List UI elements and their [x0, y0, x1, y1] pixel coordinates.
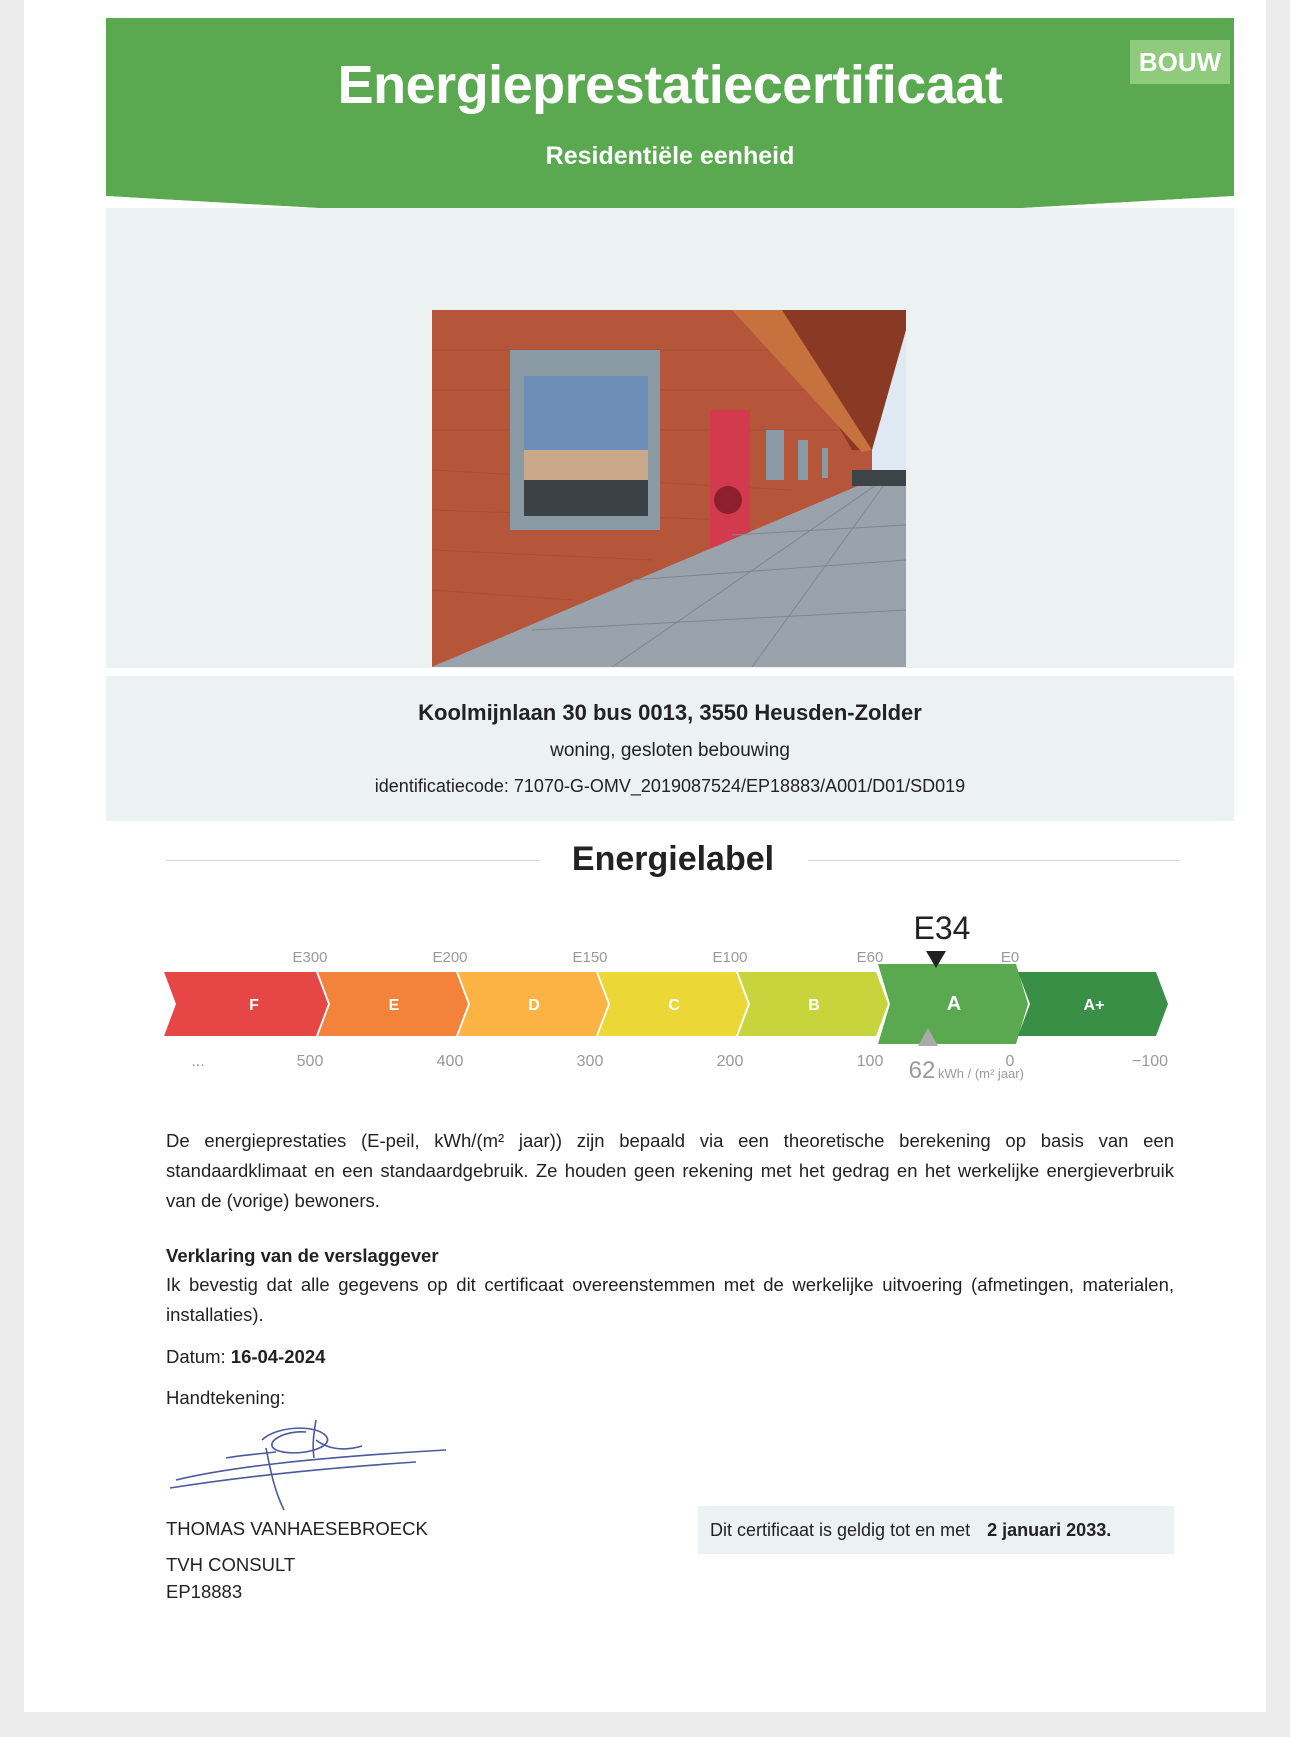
building-type: woning, gesloten bebouwing — [550, 740, 790, 761]
validity-text: Dit certificaat is geldig tot en met — [710, 1520, 971, 1540]
certificate-page — [24, 0, 1266, 1712]
handwritten-signature — [166, 1418, 456, 1518]
certificate-title: Energieprestatiecertificaat — [337, 55, 1003, 115]
signer-name: THOMAS VANHAESEBROECK — [166, 1518, 428, 1539]
validity-box — [698, 1506, 1174, 1554]
scale-bottom-tick: ... — [191, 1053, 205, 1070]
energy-class-label: F — [249, 997, 259, 1014]
date-value: 16-04-2024 — [230, 1346, 326, 1367]
energy-class-label: C — [668, 997, 680, 1014]
bouw-badge: BOUW — [1130, 40, 1230, 84]
kwh-unit: kWh / (m² jaar) — [938, 1066, 1024, 1081]
kwh-value: 62 — [908, 1057, 936, 1084]
address-line: Koolmijnlaan 30 bus 0013, 3550 Heusden-Zolder — [418, 700, 922, 725]
scale-bottom-tick: 0 — [1005, 1053, 1015, 1070]
building-photo — [432, 310, 906, 667]
scale-top-tick: E200 — [432, 949, 468, 966]
energy-class-label: E — [388, 997, 400, 1014]
energy-class-label: A+ — [1083, 997, 1105, 1014]
date-row — [166, 1342, 1174, 1372]
declaration-text: Ik bevestig dat alle gegevens op dit certificaat overeenstemmen met de werkelijke uitvoering (afmetingen, materialen, installaties). — [166, 1274, 1174, 1325]
signature-label: Handtekening: — [166, 1387, 286, 1408]
scale-top-tick: E60 — [856, 949, 884, 966]
energielabel-heading — [166, 840, 1180, 880]
scale-bottom-tick: −100 — [1131, 1053, 1169, 1070]
validity-date: 2 januari 2033. — [987, 1520, 1112, 1540]
declaration-title: Verklaring van de verslaggever — [166, 1245, 439, 1266]
energy-class-f-arrow — [164, 972, 328, 1036]
scale-bottom-tick: 400 — [436, 1053, 464, 1070]
energy-class-label: A — [946, 993, 962, 1015]
explanation-paragraph: De energieprestaties (E-peil, kWh/(m² jaar)) zijn bepaald via een theoretische berekening op basis van een standaardklimaat en een standaardgebruik. Ze houden geen rekening met het gedrag en het werkelijke energieverbruik van de (vorige) bewoners. — [166, 1130, 1174, 1211]
scale-top-tick: E150 — [572, 949, 608, 966]
certificate-subtitle: Residentiële eenheid — [545, 142, 795, 170]
signer-ep-number: EP18883 — [166, 1581, 243, 1602]
energy-class-label: D — [528, 997, 540, 1014]
energielabel-title: Energielabel — [571, 840, 775, 878]
signer-company: TVH CONSULT — [166, 1554, 296, 1575]
date-label: Datum: — [166, 1346, 226, 1367]
scale-top-tick: E0 — [1000, 949, 1020, 966]
address-panel — [106, 676, 1234, 821]
identification-code: identificatiecode: 71070-G-OMV_2019087524/EP18883/A001/D01/SD019 — [374, 776, 966, 796]
scale-bottom-tick: 100 — [856, 1053, 884, 1070]
scale-top-tick: E100 — [712, 949, 748, 966]
energy-class-label: B — [808, 997, 820, 1014]
scale-bottom-tick: 500 — [296, 1053, 324, 1070]
photo-panel — [106, 208, 1234, 668]
scale-bottom-tick: 200 — [716, 1053, 744, 1070]
e-peil-value: E34 — [913, 910, 971, 946]
energy-label-scale — [164, 906, 1174, 1096]
scale-top-tick: E300 — [292, 949, 328, 966]
scale-bottom-tick: 300 — [576, 1053, 604, 1070]
